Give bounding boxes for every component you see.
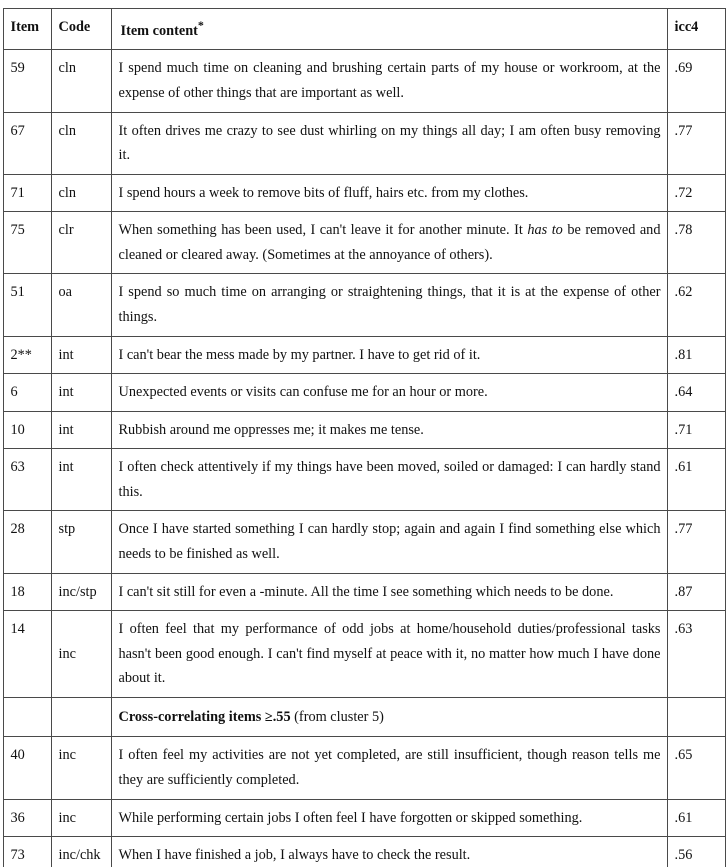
cell-item-content: I often feel that my performance of odd jobs at home/household duties/professional tasks hasn't been good enough. I can't find myself at peace with it, no matter how much I have done about it. [111, 611, 667, 698]
table-row [3, 799, 725, 837]
cell-item: 10 [3, 411, 51, 449]
section-label-normal: (from cluster 5) [290, 708, 384, 725]
section-divider-row [3, 697, 725, 737]
header-icc4: icc4 [667, 9, 725, 50]
header-footnote-marker: * [197, 18, 204, 32]
cell-code: inc/stp [51, 573, 111, 611]
table-row [3, 449, 725, 511]
cell-icc4: .71 [667, 411, 725, 449]
cell-item-content: I can't sit still for even a -minute. All the time I see something which needs to be done. [111, 573, 667, 611]
cell-code: inc [51, 799, 111, 837]
cell-code: stp [51, 511, 111, 573]
cell-code: clr [51, 212, 111, 274]
cell-item-content: I can't bear the mess made by my partner. I have to get rid of it. [111, 336, 667, 374]
header-item: Item [3, 9, 51, 50]
cell-item: 2** [3, 336, 51, 374]
table-row [3, 274, 725, 336]
cell-code: cln [51, 50, 111, 112]
content-part-post: be removed and cleaned or cleared away. (Sometimes at the annoyance of others). [118, 222, 661, 263]
cell-item: 63 [3, 449, 51, 511]
cell-icc4: .87 [667, 573, 725, 611]
cell-item: 59 [3, 50, 51, 112]
cell-item-content [111, 212, 667, 274]
cell-code: int [51, 336, 111, 374]
table-row [3, 837, 725, 867]
cell-code: int [51, 374, 111, 412]
cell-icc4: .64 [667, 374, 725, 412]
cell-code: int [51, 411, 111, 449]
cell-item-content: I spend hours a week to remove bits of fluff, hairs etc. from my clothes. [111, 174, 667, 212]
cell-item: 71 [3, 174, 51, 212]
table-body [3, 50, 725, 867]
table-header [3, 9, 725, 50]
cell-code: cln [51, 174, 111, 212]
cell-icc4: .63 [667, 611, 725, 698]
cell-code: inc/chk [51, 837, 111, 867]
header-item-content-label: Item content [120, 22, 198, 39]
cell-item: 36 [3, 799, 51, 837]
cell-item: 75 [3, 212, 51, 274]
content-part-italic: has to [527, 222, 563, 239]
cell-item-content: Unexpected events or visits can confuse me for an hour or more. [111, 374, 667, 412]
cell-item: 6 [3, 374, 51, 412]
table-row [3, 411, 725, 449]
cell-code: inc [51, 737, 111, 799]
table-row [3, 573, 725, 611]
table-row [3, 511, 725, 573]
table-row [3, 112, 725, 174]
cell-icc4: .65 [667, 737, 725, 799]
items-table [3, 8, 726, 867]
cell-code: int [51, 449, 111, 511]
cell-item-content: I often check attentively if my things have been moved, soiled or damaged: I can hardly stand this. [111, 449, 667, 511]
cell-item-content: I spend so much time on arranging or straightening things, that it is at the expense of other things. [111, 274, 667, 336]
cell-icc4: .77 [667, 112, 725, 174]
table-row [3, 174, 725, 212]
table-row [3, 50, 725, 112]
cell-code: inc [51, 611, 111, 698]
cell-item: 51 [3, 274, 51, 336]
cell-item-content: Rubbish around me oppresses me; it makes me tense. [111, 411, 667, 449]
cell-item-content: I often feel my activities are not yet completed, are still insufficient, though reason tells me they are sufficiently completed. [111, 737, 667, 799]
cell-icc4: .61 [667, 449, 725, 511]
cell-icc4: .61 [667, 799, 725, 837]
cell-item: 14 [3, 611, 51, 698]
cell-code-empty [51, 697, 111, 737]
cell-icc4-empty [667, 697, 725, 737]
cell-item: 18 [3, 573, 51, 611]
cell-item: 28 [3, 511, 51, 573]
cell-item-content: Once I have started something I can hardly stop; again and again I find something else which needs to be finished as well. [111, 511, 667, 573]
cell-icc4: .72 [667, 174, 725, 212]
header-row [3, 9, 725, 50]
cell-item: 40 [3, 737, 51, 799]
table-row [3, 737, 725, 799]
cell-icc4: .56 [667, 837, 725, 867]
cell-item-content: When I have finished a job, I always have to check the result. [111, 837, 667, 867]
table-row [3, 336, 725, 374]
table-row [3, 212, 725, 274]
cell-section-label [111, 697, 667, 737]
cell-item-content: While performing certain jobs I often feel I have forgotten or skipped something. [111, 799, 667, 837]
cell-item-content: It often drives me crazy to see dust whirling on my things all day; I am often busy removing it. [111, 112, 667, 174]
header-code: Code [51, 9, 111, 50]
table-row [3, 611, 725, 698]
table-row [3, 374, 725, 412]
cell-item: 73 [3, 837, 51, 867]
cell-icc4: .69 [667, 50, 725, 112]
cell-code: cln [51, 112, 111, 174]
content-part-pre: When something has been used, I can't leave it for another minute. It [118, 222, 528, 239]
cell-item: 67 [3, 112, 51, 174]
cell-icc4: .78 [667, 212, 725, 274]
cell-icc4: .77 [667, 511, 725, 573]
cell-icc4: .81 [667, 336, 725, 374]
section-label-bold: Cross-correlating items ≥.55 [118, 708, 291, 725]
cell-item-content: I spend much time on cleaning and brushing certain parts of my house or workroom, at the expense of other things that are important as well. [111, 50, 667, 112]
cell-item-empty [3, 697, 51, 737]
cell-code: oa [51, 274, 111, 336]
header-item-content [111, 9, 667, 50]
cell-icc4: .62 [667, 274, 725, 336]
